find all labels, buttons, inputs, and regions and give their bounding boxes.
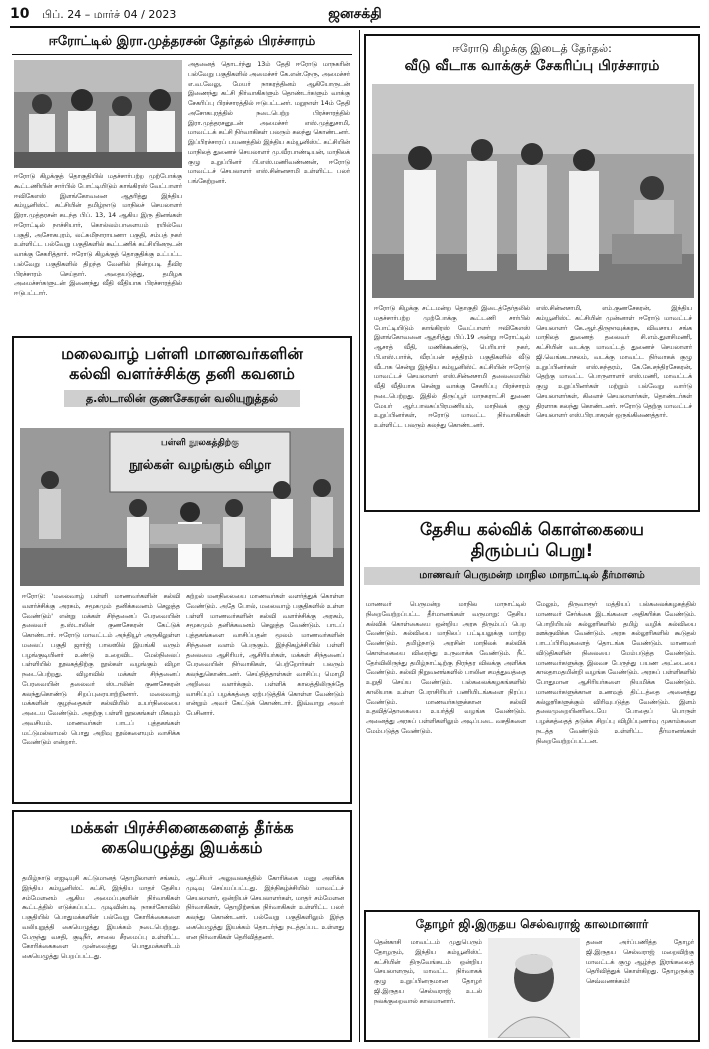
- story3-banner-line2: நூல்கள் வழங்கும் விழா: [129, 458, 271, 473]
- story-nep: [364, 516, 700, 906]
- story-obituary: [364, 910, 700, 1042]
- story5-body-left: தமிழ்நாடு எஐடியுசி கட்டுமானத் தொழிலாளர் சங்கம், இந்திய கம்யூனிஸ்ட் கட்சி, இந்திய மாதர் தேசிய சம்மேளனம் ஆகிய அமைப்புகளின் நிர்வாகிகள் கூட்டத்தில் எடுக்கப்பட்ட முடிவின்படி நாகர்கோவில் பகுதியில் பொதுமக்களின் பல்வேறு கோரிக்கைகளை வலியுறுத்தி கையெழுத்து இயக்கம் நடைபெற்றது. பேருந்து வசதி, குடிநீர், சாலை சீரமைப்பு உள்ளிட்ட கோரிக்கைகளை முன்வைத்து பொதுமக்களிடம் கையெழுத்து பெறப்பட்டது.: [22, 875, 180, 960]
- story2-photo: [372, 84, 694, 298]
- story4-body-left: மாணவர் பெருமன்ற மாநில மாநாட்டில் நிறைவேற்றப்பட்ட தீர்மானங்கள் வருமாறு: தேசிய கல்விக் கொள்கையை ஒன்றிய அரசு திரும்பப் பெற வேண்டும். கல்வியை மாநிலப் பட்டியலுக்கு மாற்ற வேண்டும். தமிழ்நாடு அரசின் மாநிலக் கல்விக் கொள்கையை விரைந்து உருவாக்க வேண்டும். நீட் தேர்விலிருந்து தமிழ்நாட்டிற்கு நிரந்தர விலக்கு அளிக்க வேண்டும். கல்வி நிறுவனங்களில் பாலின சமத்துவத்தை உறுதி செய்ய வேண்டும். பல்கலைக்கழகங்களில் காலியாக உள்ள பேராசிரியர் பணியிடங்களை நிரப்ப வேண்டும். மாணவர்களுக்கான கல்வி உதவித்தொகையை உயர்த்தி வழங்க வேண்டும். அனைத்து அரசுப் பள்ளிகளிலும் அடிப்படை வசதிகளை மேம்படுத்த வேண்டும்.: [366, 601, 526, 735]
- story6-body-left: தென்காசி மாவட்டம் முதுபெரும் தோழரும், இந்திய கம்யூனிஸ்ட் கட்சியின் திருவேங்கடம் ஒன்றிய செயலாளரும், மாவட்ட நிர்வாகக் குழு உறுப்பினருமான தோழர் ஜி.இருதய செல்வராஜ் உடல் நலக்குறைவால் காலமானார்.: [374, 939, 482, 1005]
- column-divider: [359, 30, 360, 1042]
- story1-caption: ஈரோடு கிழக்குத் தொகுதியில் மதச்சார்பற்ற முற்போக்கு கூட்டணியின் சார்பில் போட்டியிடும் காங்கிரஸ் வேட்பாளர் ஈவிகேஎஸ் இளங்கோவனை ஆதரித்து இந்திய கம்யூனிஸ்ட் கட்சியின் தமிழ்நாடு மாநிலச் செயலாளர் இரா.முத்தரசன் கடந்த பிப். 13, 14 ஆகிய இரு தினங்கள் ஈரோட்டில் நாச்சியார், கொல்லம்பாளையம் ரயில்வே பகுதி, அசோகபுரம், லட்சுமிநாராயணா பகுதி, சம்பத் நகர் உள்ளிட்ட பல்வேறு பகுதிகளில் கூட்டணிக் கட்சியினருடன் வாக்கு சேகரித்தார். ஈரோடு கிழக்குத் தொகுதிக்கு உட்பட்ட பல்வேறு பகுதிகளில் திறந்த வேனில் நின்றபடி தீவிர பிரச்சாரம் செய்தார். அதையடுத்து, தமிழக அமைச்சர்களுடன் இணைந்து வீதி வீதியாக பிரச்சாரத்தில் ஈடுபட்டார்.: [14, 173, 182, 297]
- issue-date: பிப். 24 – மார்ச் 04 / 2023: [42, 8, 177, 21]
- obituary-portrait: [488, 938, 580, 1038]
- story2-body-left: ஈரோடு கிழக்கு சட்டமன்ற தொகுதி இடைத்தேர்தலில் மதச்சார்பற்ற முற்போக்கு கூட்டணி சார்பில் போட்டியிடும் காங்கிரஸ் வேட்பாளர் ஈவிகேஎஸ் இளங்கோவனை ஆதரித்து பிப்.19 அன்று ஈரோட்டில் ஆசாத் வீதி, மணிக்கூண்டு, பெரியார் நகர், பி.எஸ்.பார்க், வீரப்பன் சத்திரம் பகுதிகளில் வீடு வீடாக சென்று இந்திய கம்யூனிஸ்ட் கட்சியின் ஈரோடு மாவட்டச் செயலாளர் எஸ்.சின்னசாமி தலைமையில் வீதி வீதியாக சென்று வாக்கு சேகரிப்பு பிரச்சாரம் நடைபெற்றது. இதில் திருப்பூர் மாநகராட்சி துணை மேயர் ஆர்.பாலசுப்பிரமணியம், மாநிலக் குழு உறுப்பினர்கள், ஈரோடு மாவட்ட நிர்வாகிகள் உள்ளிட்ட பலரும் கலந்து கொண்டனர்.: [374, 305, 530, 429]
- story-signature-campaign: [12, 810, 352, 1042]
- page-masthead: [10, 4, 700, 28]
- story1-body: அதனைத் தொடர்ந்து 13ம் தேதி ஈரோடு மாநகரின் பல்வேறு பகுதிகளில் அமைச்சர் கே.என்.நேரு, அமைச்சர் எ.வ.வேலு, மேயர் நாகரத்தினம் ஆகியோருடன் இணைந்து கட்சி நிர்வாகிகளும் தொண்டர்களும் வாக்கு சேகரிப்பு பிரச்சாரத்தில் ஈடுபட்டனர். மறுநாள் 14ம் தேதி அசோகபுரத்தில் நடைபெற்ற பிரச்சாரத்தில் இரா.முத்தரசனுடன் அமைச்சர் எஸ்.முத்துசாமி, மாவட்டக் கட்சி நிர்வாகிகள் பலரும் கலந்து கொண்டனர். இப்பிரச்சாரப் பயணத்தில் இந்திய கம்யூனிஸ்ட் கட்சியின் மாநிலத் துணைச் செயலாளர் மு.வீரபாண்டியன், மாநிலக் குழு உறுப்பினர் பி.எஸ்.மணிவண்ணன், ஈரோடு மாவட்டச் செயலாளர் எஸ்.சின்னசாமி உள்ளிட்ட பலர் பங்கேற்றனர்.: [188, 61, 350, 185]
- story4-body-right: மேலும், திருவாரூர் மத்தியப் பல்கலைக்கழகத்தில் மாணவர் சேர்க்கை இடங்களை அதிகரிக்க வேண்டும். பொறியியல் கல்லூரிகளில் தமிழ் வழிக் கல்வியை ஊக்குவிக்க வேண்டும். அரசு கல்லூரிகளில் கூடுதல் பாடப்பிரிவுகளைத் தொடங்க வேண்டும். மாணவர் விடுதிகளின் நிலையை மேம்படுத்த வேண்டும். மாணவர்களுக்கு இலவச பேருந்து பயண அட்டையை காலதாமதமின்றி வழங்க வேண்டும். அரசுப் பள்ளிகளில் போதுமான ஆசிரியர்களை நியமிக்க வேண்டும். மாணவர்களுக்கான உணவுத் திட்டத்தை அனைத்து கல்லூரிகளுக்கும் விரிவுபடுத்த வேண்டும். இளம் தலைமுறையினரிடையே போதைப் பொருள் பழக்கத்தைத் தடுக்க சிறப்பு விழிப்புணர்வு முகாம்களை நடத்த வேண்டும் உள்ளிட்ட தீர்மானங்கள் நிறைவேற்றப்பட்டன.: [536, 601, 696, 745]
- story4-headline-line1: தேசிய கல்விக் கொள்கையை: [419, 520, 645, 540]
- story1-headline: ஈரோட்டில் இரா.முத்தரசன் தேர்தல் பிரச்சாரம்: [12, 34, 352, 55]
- story2-kicker: ஈரோடு கிழக்கு இடைத் தேர்தல்:: [452, 42, 612, 55]
- story5-body-right: ஆட்சியர் அலுவலகத்தில் கோரிக்கை மனு அளிக்க முடிவு செய்யப்பட்டது. இந்நிகழ்ச்சியில் மாவட்டச் செயலாளர், ஒன்றியச் செயலாளர்கள், மாதர் சம்மேளன நிர்வாகிகள், தொழிற்சங்க நிர்வாகிகள் உள்ளிட்ட பலர் கலந்து கொண்டனர். பல்வேறு பகுதிகளிலும் இந்த கையெழுத்து இயக்கம் தொடர்ந்து நடத்தப்பட உள்ளது என நிர்வாகிகள் தெரிவித்தனர்.: [186, 875, 344, 941]
- story-erode-mutharasan: [12, 34, 352, 332]
- story-hill-students: [12, 336, 352, 804]
- story-door-to-door: [364, 34, 700, 512]
- story3-headline-line1: மலைவாழ் பள்ளி மாணவர்களின்: [61, 344, 303, 363]
- story4-subhead: மாணவர் பெருமன்ற மாநில மாநாட்டில் தீர்மானம்: [364, 567, 700, 585]
- story3-photo: [20, 428, 344, 586]
- story3-headline-line2: கல்வி வளர்ச்சிக்கு தனி கவனம்: [69, 364, 295, 383]
- story1-photo: [14, 60, 182, 168]
- story5-headline-line2: கையெழுத்து இயக்கம்: [101, 838, 263, 857]
- story3-body-right: கற்றல் மனநிலையை மாணவர்கள் வளர்த்துக் கொள்ள வேண்டும். அதே போல், மலைவாழ் பகுதிகளில் உள்ள பள்ளி மாணவர்களின் கல்வி வளர்ச்சிக்கு அரசும், சமூகமும் தனிக்கவனம் செலுத்த வேண்டும். பாடப் புத்தகங்களை வாசிப்பதன் மூலம் மாணவர்களின் சிந்தனை வளம் பெருகும். இந்நிகழ்ச்சியில் பள்ளி தலைமை ஆசிரியர், ஆசிரியர்கள், மக்கள் சிந்தனைப் பேரவையின் நிர்வாகிகள், பெற்றோர்கள் பலரும் கலந்துகொண்டனர். செய்தித்தாள்கள் வாசிப்பு மொழி அறிவை வளர்க்கும். பள்ளிக் காலத்திலிருந்தே வாசிப்புப் பழக்கத்தை ஏற்படுத்திக் கொள்ள வேண்டும் என்றும் அவர் கேட்டுக் கொண்டார். இவ்வாறு அவர் பேசினார்.: [186, 593, 344, 717]
- story2-body-right: எஸ்.சின்னசாமி, எம்.குணசேகரன், இந்திய கம்யூனிஸ்ட் கட்சியின் முன்னாள் ஈரோடு மாவட்டச் செயலாளர் கே.ஆர்.திருநாவுக்கரசு, விவசாய சங்க மாநிலத் துணைத் தலைவர் சி.எம்.துளசிமணி, கட்சியின் வடக்கு மாவட்டத் துணைச் செயலாளர் ஜி.வெங்கடாசலம், வடக்கு மாவட்ட நிர்வாகக் குழு உறுப்பினர்கள் எஸ்.சுந்தரம், கே.கே.சந்திரசேகரன், தெற்கு மாவட்ட பொருளாளர் எஸ்.மணி, மாவட்டக் குழு உறுப்பினர்கள் மற்றும் பல்வேறு வார்டு செயலாளர்கள், கிளைச் செயலாளர்கள், தொண்டர்கள் திரளாக கலந்து கொண்டனர். ஈரோடு தெற்கு மாவட்டச் செயலாளர் எஸ்.பிரபாகரன் ஒருங்கிணைத்தார்.: [536, 305, 692, 420]
- story3-body-left: ஈரோடு: 'மலைவாழ் பள்ளி மாணவர்களின் கல்வி வளர்ச்சிக்கு அரசும், சமூகமும் தனிக்கவனம் செலுத்த வேண்டும்' என்று மக்கள் சிந்தனைப் பேரவையின் தலைவர் த.ஸ்டாலின் குணசேகரன் கேட்டுக் கொண்டார். ஈரோடு மாவட்டம் அந்தியூர் அருகிலுள்ள மலைப் பகுதி ஜார்ஜ் பாலஸில் இயங்கி வரும் பழங்குடியினர் உண்டு உறைவிட மேல்நிலைப் பள்ளியில் நூலகத்திற்கு நூல்கள் வழங்கும் விழா நடைபெற்றது. விழாவில் மக்கள் சிந்தனைப் பேரவையின் தலைவர் ஸ்டாலின் குணசேகரன் கலந்துகொண்டு சிறப்புரையாற்றினார். மலைவாழ் மக்களின் குழந்தைகள் கல்வியில் உயர்நிலையை அடைய வேண்டும். அதற்கு பள்ளி நூலகங்கள் மிகவும் அவசியம். மாணவர்கள் பாடப் புத்தகங்கள் மட்டுமல்லாமல் பொது அறிவு நூல்களையும் வாசிக்க வேண்டும் என்றார்.: [22, 593, 180, 747]
- story2-headline: வீடு வீடாக வாக்குச் சேகரிப்பு பிரச்சாரம்: [404, 58, 660, 75]
- story6-body-right: தனை அர்ப்பணித்த தோழர் ஜி.இருதய செல்வராஜ் மறைவிற்கு மாவட்டக் குழு ஆழ்ந்த இரங்கலைத் தெரிவித்துக் கொள்கிறது. தோழருக்கு செவ்வணக்கம்!: [586, 939, 694, 985]
- story4-headline-line2: திரும்பப் பெறு!: [470, 541, 594, 562]
- page-number: 10: [10, 6, 30, 22]
- story5-headline-line1: மக்கள் பிரச்சினைகளைத் தீர்க்க: [70, 818, 294, 837]
- newspaper-name: ஜனசக்தி: [328, 6, 382, 22]
- story3-banner-line1: பள்ளி நூலகத்திற்கு: [161, 438, 239, 448]
- story3-subhead: த.ஸ்டாலின் குணசேகரன் வலியுறுத்தல்: [64, 390, 300, 407]
- story6-headline: தோழர் ஜி.இருதய செல்வராஜ் காலமானார்: [415, 917, 649, 931]
